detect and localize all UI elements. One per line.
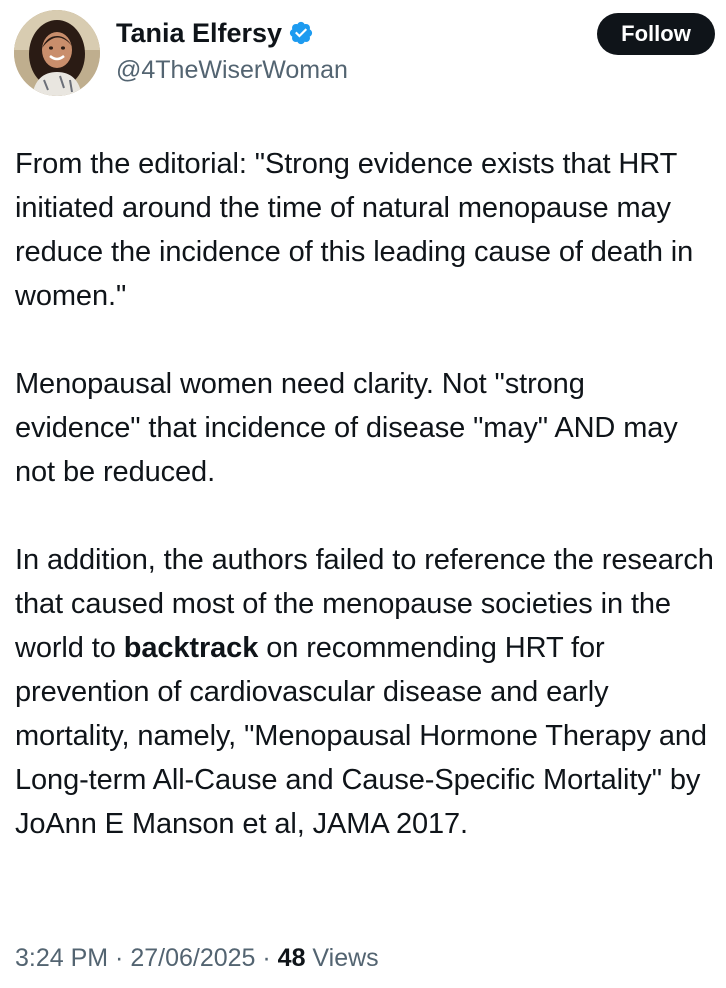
paragraph-gap (15, 318, 715, 362)
verified-badge-icon (288, 20, 314, 46)
tweet-paragraph-1: From the editorial: "Strong evidence exists that HRT initiated around the time of natural menopause may reduce the incidence of this leading cause of death in women." (15, 148, 694, 312)
tweet-meta (15, 938, 379, 978)
profile-photo-icon (14, 10, 100, 96)
tweet-time[interactable]: 3:24 PM (15, 944, 109, 972)
display-name-row (116, 15, 314, 51)
tweet-paragraph-3-end: on recommending HRT for prevention of cardiovascular disease and early mortality, namely, "Menopausal Hormone Therapy and Long-term All-Cause and Cause-Specific Mortality" by JoAnn E Manson et al, JAMA 2017. (15, 632, 707, 840)
display-name[interactable]: Tania Elfersy (116, 18, 283, 48)
tweet-bold-word: backtrack (123, 632, 259, 664)
avatar[interactable] (14, 10, 100, 96)
tweet-paragraph-2: Menopausal women need clarity. Not "strong evidence" that incidence of disease "may" AND may not be reduced. (15, 368, 678, 488)
tweet-date[interactable]: 27/06/2025 (130, 944, 256, 972)
meta-separator: · (255, 944, 278, 972)
tweet-header (0, 0, 726, 110)
user-handle[interactable]: @4TheWiserWoman (116, 56, 348, 84)
views-count: 48 (277, 944, 306, 972)
tweet-paragraph-3 (15, 538, 715, 846)
tweet-paragraph-3-start: In addition, the authors failed to reference the research that caused most of the menopause societies in the world to (15, 544, 714, 664)
paragraph-gap (15, 494, 715, 538)
tweet-text (15, 142, 715, 846)
follow-button[interactable]: Follow (597, 13, 715, 55)
meta-separator: · (108, 944, 131, 972)
views-label: Views (305, 944, 379, 972)
